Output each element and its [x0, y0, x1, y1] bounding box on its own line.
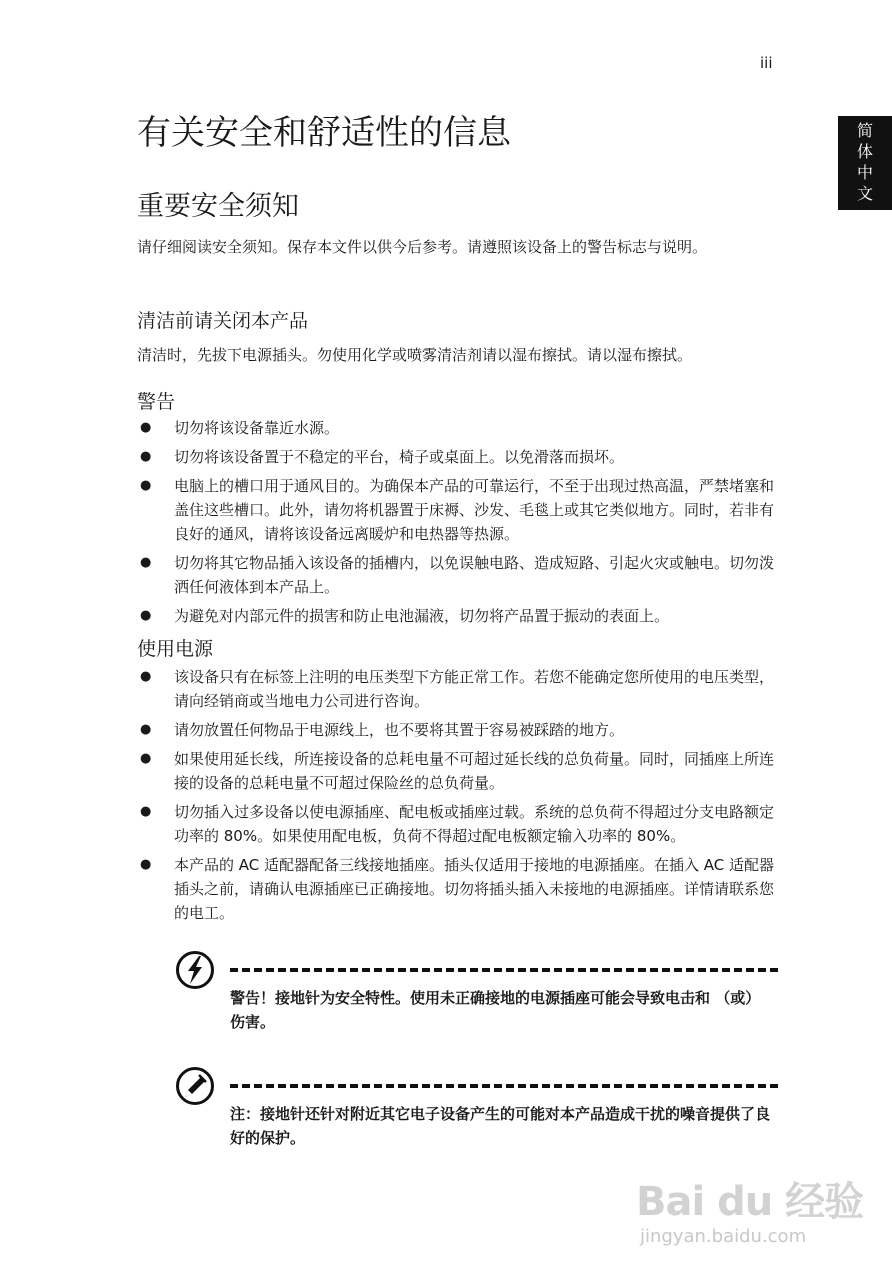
intro-paragraph: 请仔细阅读安全须知。保存本文件以供今后参考。请遵照该设备上的警告标志与说明。 — [137, 238, 708, 256]
bullet-icon: ● — [140, 420, 152, 435]
bullet-icon: ● — [140, 478, 152, 493]
page-title: 有关安全和舒适性的信息 — [137, 113, 511, 153]
bullet-icon: ● — [140, 608, 152, 623]
cleaning-heading: 清洁前请关闭本产品 — [137, 310, 309, 332]
bullet-icon: ● — [140, 555, 152, 570]
watermark-url: jingyan.baidu.com — [640, 1226, 807, 1247]
bullet-icon: ● — [140, 804, 152, 819]
note-notice-text: 注：接地针还针对附近其它电子设备产生的可能对本产品造成干扰的噪音提供了良好的保护。 — [230, 1105, 771, 1147]
warning-heading: 警告 — [137, 391, 176, 413]
warning-notice-text: 警告！接地针为安全特性。使用未正确接地的电源插座可能会导致电击和 （或）伤害。 — [230, 989, 761, 1031]
list-item: ● 该设备只有在标签上注明的电压类型下方能正常工作。若您不能确定您所使用的电压类型，请向经销商或当地电力公司进行咨询。 — [137, 665, 777, 713]
bullet-icon: ● — [140, 449, 152, 464]
language-tab — [838, 116, 892, 210]
list-item: ● 请勿放置任何物品于电源线上，也不要将其置于容易被踩踏的地方。 — [137, 718, 777, 742]
language-tab-char: 简 — [856, 121, 873, 140]
list-item: ● 切勿插入过多设备以使电源插座、配电板或插座过载。系统的总负荷不得超过分支电路额定功率的 80%。如果使用配电板，负荷不得超过配电板额定输入功率的 80%。 — [137, 800, 777, 848]
list-item: ● 为避免对内部元件的损害和防止电池漏液，切勿将产品置于振动的表面上。 — [137, 604, 777, 628]
warning-list — [137, 416, 777, 633]
notice-divider — [230, 968, 778, 972]
bullet-icon: ● — [140, 669, 152, 684]
list-item: ● 切勿将其它物品插入该设备的插槽内，以免误触电路、造成短路、引起火灾或触电。切勿泼洒任何液体到本产品上。 — [137, 551, 777, 599]
pen-note-icon — [175, 1066, 215, 1106]
section-title: 重要安全须知 — [137, 191, 299, 222]
watermark-logo: Bai du 经验 — [636, 1179, 864, 1225]
lightning-warning-icon — [175, 950, 215, 990]
bullet-icon: ● — [140, 857, 152, 872]
language-tab-char: 体 — [856, 142, 873, 161]
page-number: iii — [760, 54, 773, 72]
cleaning-paragraph: 清洁时，先拔下电源插头。勿使用化学或喷雾清洁剂请以湿布擦拭。请以湿布擦拭。 — [137, 346, 693, 364]
list-item: ● 电脑上的槽口用于通风目的。为确保本产品的可靠运行，不至于出现过热高温，严禁堵塞和盖住这些槽口。此外，请勿将机器置于床褥、沙发、毛毯上或其它类似地方。同时，若非有良好的通风，请将该设备远离暖炉和电热器等热源。 — [137, 474, 777, 546]
list-item: ● 切勿将该设备置于不稳定的平台，椅子或桌面上。以免滑落而损坏。 — [137, 445, 777, 469]
bullet-icon: ● — [140, 722, 152, 737]
language-tab-char: 中 — [856, 163, 873, 182]
language-tab-char: 文 — [856, 184, 873, 203]
power-list — [137, 665, 777, 930]
list-item: ● 如果使用延长线，所连接设备的总耗电量不可超过延长线的总负荷量。同时，同插座上所连接的设备的总耗电量不可超过保险丝的总负荷量。 — [137, 747, 777, 795]
bullet-icon: ● — [140, 751, 152, 766]
list-item: ● 切勿将该设备靠近水源。 — [137, 416, 777, 440]
power-heading: 使用电源 — [137, 638, 214, 660]
baidu-watermark — [636, 1150, 892, 1280]
notice-divider — [230, 1084, 778, 1088]
list-item: ● 本产品的 AC 适配器配备三线接地插座。插头仅适用于接地的电源插座。在插入 AC 适配器插头之前，请确认电源插座已正确接地。切勿将插头插入未接地的电源插座。详情请联系您的电工。 — [137, 853, 777, 925]
